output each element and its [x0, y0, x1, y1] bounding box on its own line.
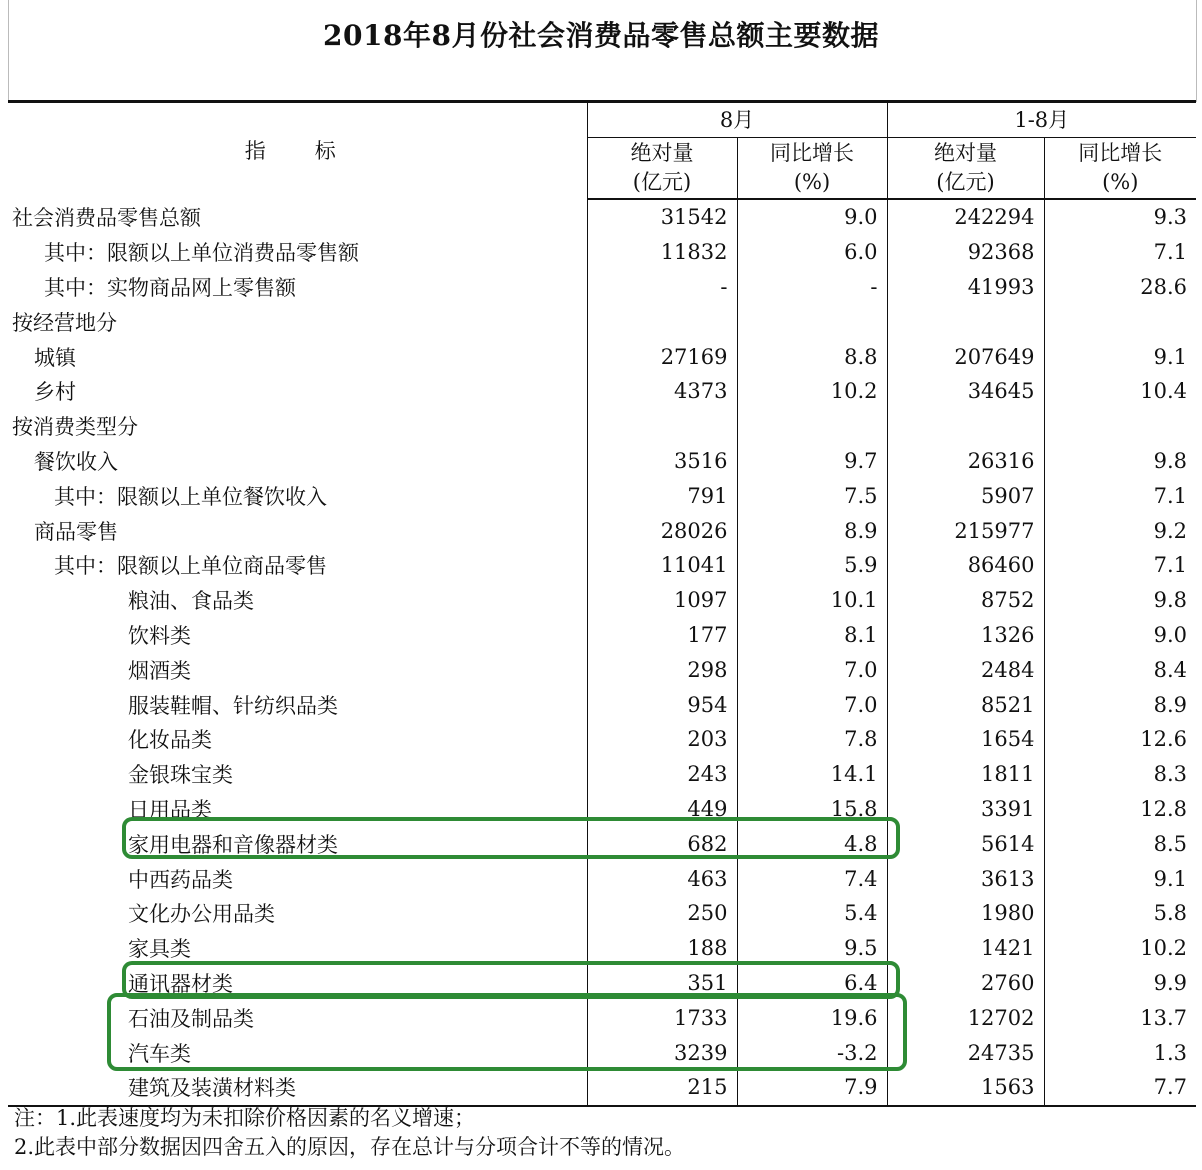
table-row: [8, 478, 1196, 513]
ytd-absolute-value: 1811: [887, 757, 1044, 792]
ytd-yoy-growth: 9.2: [1044, 513, 1196, 548]
ytd-yoy-growth: 8.9: [1044, 687, 1196, 722]
header-metric-label: 指 标: [244, 138, 350, 163]
row-label: 按消费类型分: [12, 415, 138, 440]
table-row: [8, 1070, 1196, 1106]
table-row: [8, 722, 1196, 757]
aug-yoy-growth: 14.1: [737, 757, 887, 792]
ytd-absolute-value: 26316: [887, 444, 1044, 479]
ytd-yoy-growth: 10.2: [1044, 931, 1196, 966]
table-row: [8, 652, 1196, 687]
aug-yoy-growth: 8.9: [737, 513, 887, 548]
row-label: 石油及制品类: [128, 1006, 254, 1031]
aug-absolute-value: 954: [587, 687, 737, 722]
ytd-absolute-value: 92368: [887, 235, 1044, 270]
aug-absolute-value: 31542: [587, 199, 737, 235]
header-aug-yoy: [737, 138, 887, 200]
table-row: [8, 687, 1196, 722]
header-abs-label: 绝对量: [630, 141, 694, 165]
aug-absolute-value: 4373: [587, 374, 737, 409]
row-label: 家具类: [128, 937, 191, 962]
aug-absolute-value: 463: [587, 861, 737, 896]
ytd-absolute-value: 2760: [887, 966, 1044, 1001]
aug-absolute-value: 682: [587, 826, 737, 861]
aug-absolute-value: 3239: [587, 1035, 737, 1070]
aug-yoy-growth: 4.8: [737, 826, 887, 861]
header-yoy-unit: (%): [793, 170, 831, 194]
row-label: 饮料类: [128, 623, 191, 648]
row-label: 中西药品类: [128, 867, 233, 892]
ytd-yoy-growth: 9.3: [1044, 199, 1196, 235]
aug-absolute-value: 298: [587, 652, 737, 687]
row-label: 家用电器和音像器材类: [128, 832, 338, 857]
aug-absolute-value: 27169: [587, 339, 737, 374]
row-label: 社会消费品零售总额: [12, 205, 201, 230]
ytd-absolute-value: 1326: [887, 618, 1044, 653]
aug-absolute-value: 3516: [587, 444, 737, 479]
table-row: [8, 548, 1196, 583]
aug-yoy-growth: 7.0: [737, 652, 887, 687]
ytd-absolute-value: 2484: [887, 652, 1044, 687]
header-aug-abs: [587, 138, 737, 200]
ytd-yoy-growth: 7.1: [1044, 235, 1196, 270]
aug-absolute-value: 11041: [587, 548, 737, 583]
row-label: 通讯器材类: [128, 971, 233, 996]
row-label: 粮油、食品类: [128, 589, 254, 614]
ytd-absolute-value: 41993: [887, 270, 1044, 305]
header-group-ytd: 1-8月: [887, 102, 1196, 138]
ytd-absolute-value: 8521: [887, 687, 1044, 722]
aug-absolute-value: 449: [587, 792, 737, 827]
ytd-absolute-value: 8752: [887, 583, 1044, 618]
ytd-yoy-growth: 9.8: [1044, 583, 1196, 618]
ytd-absolute-value: [887, 304, 1044, 339]
highlight-box-appliances: [122, 817, 900, 859]
aug-yoy-growth: 7.8: [737, 722, 887, 757]
aug-yoy-growth: 8.1: [737, 618, 887, 653]
table-row: [8, 757, 1196, 792]
footnote-2: 2.此表中部分数据因四舍五入的原因，存在总计与分项合计不等的情况。: [14, 1135, 686, 1159]
row-label: 按经营地分: [12, 310, 117, 335]
ytd-absolute-value: 86460: [887, 548, 1044, 583]
ytd-yoy-growth: 7.7: [1044, 1070, 1196, 1106]
aug-absolute-value: 1097: [587, 583, 737, 618]
aug-absolute-value: 243: [587, 757, 737, 792]
highlight-box-petroleum-auto: [107, 993, 907, 1071]
ytd-absolute-value: 215977: [887, 513, 1044, 548]
ytd-yoy-growth: 8.5: [1044, 826, 1196, 861]
row-label: 商品零售: [34, 519, 118, 544]
aug-yoy-growth: 10.1: [737, 583, 887, 618]
aug-yoy-growth: 5.9: [737, 548, 887, 583]
header-yoy-label: 同比增长: [770, 141, 854, 165]
retail-sales-table: [8, 100, 1196, 1107]
aug-yoy-growth: 8.8: [737, 339, 887, 374]
aug-yoy-growth: 7.5: [737, 478, 887, 513]
aug-absolute-value: 188: [587, 931, 737, 966]
ytd-absolute-value: 1563: [887, 1070, 1044, 1106]
aug-yoy-growth: 9.7: [737, 444, 887, 479]
ytd-yoy-growth: 1.3: [1044, 1035, 1196, 1070]
header-abs-unit: (亿元): [632, 170, 692, 194]
aug-yoy-growth: [737, 304, 887, 339]
ytd-absolute-value: 5614: [887, 826, 1044, 861]
ytd-yoy-growth: [1044, 409, 1196, 444]
row-label: 其中：限额以上单位商品零售: [54, 554, 327, 579]
aug-absolute-value: 250: [587, 896, 737, 931]
table-row: [8, 270, 1196, 305]
aug-yoy-growth: -3.2: [737, 1035, 887, 1070]
ytd-yoy-growth: 5.8: [1044, 896, 1196, 931]
ytd-absolute-value: 3391: [887, 792, 1044, 827]
aug-absolute-value: [587, 304, 737, 339]
table-row: [8, 374, 1196, 409]
aug-absolute-value: 351: [587, 966, 737, 1001]
ytd-absolute-value: 5907: [887, 478, 1044, 513]
row-label: 金银珠宝类: [128, 763, 233, 788]
ytd-yoy-growth: 8.4: [1044, 652, 1196, 687]
table-row: [8, 583, 1196, 618]
ytd-absolute-value: 207649: [887, 339, 1044, 374]
row-label: 其中：限额以上单位消费品零售额: [44, 241, 359, 266]
row-label: 乡村: [34, 380, 76, 405]
page-title: 2018年8月份社会消费品零售总额主要数据: [323, 19, 879, 52]
ytd-absolute-value: 242294: [887, 199, 1044, 235]
row-label: 餐饮收入: [34, 449, 118, 474]
data-table-container: [8, 100, 1196, 1107]
header-group-aug: 8月: [587, 102, 887, 138]
aug-yoy-growth: 6.0: [737, 235, 887, 270]
ytd-yoy-growth: 9.1: [1044, 861, 1196, 896]
header-yoy-label: 同比增长: [1078, 141, 1163, 165]
table-row: [8, 409, 1196, 444]
aug-yoy-growth: 9.0: [737, 199, 887, 235]
frame-left-border: [8, 0, 9, 102]
ytd-yoy-growth: 13.7: [1044, 1000, 1196, 1035]
ytd-yoy-growth: 7.1: [1044, 478, 1196, 513]
ytd-yoy-growth: 7.1: [1044, 548, 1196, 583]
aug-absolute-value: 215: [587, 1070, 737, 1106]
aug-yoy-growth: -: [737, 270, 887, 305]
table-row: [8, 513, 1196, 548]
ytd-yoy-growth: 9.9: [1044, 966, 1196, 1001]
aug-yoy-growth: 7.0: [737, 687, 887, 722]
aug-yoy-growth: 5.4: [737, 896, 887, 931]
aug-absolute-value: -: [587, 270, 737, 305]
row-label: 化妆品类: [128, 728, 212, 753]
table-header: [8, 102, 1196, 200]
aug-yoy-growth: 19.6: [737, 1000, 887, 1035]
aug-yoy-growth: 7.4: [737, 861, 887, 896]
header-yoy-unit: (%): [1102, 170, 1139, 194]
table-row: [8, 444, 1196, 479]
table-row: [8, 235, 1196, 270]
ytd-absolute-value: 24735: [887, 1035, 1044, 1070]
aug-yoy-growth: 7.9: [737, 1070, 887, 1106]
frame-right-border: [1196, 0, 1197, 102]
header-ytd-abs: [887, 138, 1044, 200]
header-abs-unit: (亿元): [936, 170, 995, 194]
ytd-absolute-value: 12702: [887, 1000, 1044, 1035]
aug-absolute-value: 11832: [587, 235, 737, 270]
ytd-absolute-value: 1654: [887, 722, 1044, 757]
aug-absolute-value: [587, 409, 737, 444]
ytd-yoy-growth: [1044, 304, 1196, 339]
row-label: 其中：限额以上单位餐饮收入: [54, 484, 327, 509]
ytd-yoy-growth: 10.4: [1044, 374, 1196, 409]
table-row: [8, 304, 1196, 339]
aug-yoy-growth: 10.2: [737, 374, 887, 409]
row-label: 建筑及装潢材料类: [8, 1070, 587, 1106]
row-label: 服装鞋帽、针纺织品类: [128, 693, 338, 718]
ytd-absolute-value: 1421: [887, 931, 1044, 966]
table-row: [8, 199, 1196, 235]
table-row: [8, 618, 1196, 653]
ytd-absolute-value: 34645: [887, 374, 1044, 409]
header-ytd-yoy: [1044, 138, 1196, 200]
row-label: 日用品类: [128, 797, 212, 822]
row-label: 文化办公用品类: [128, 902, 275, 927]
footnote-1: 注：1.此表速度均为未扣除价格因素的名义增速；: [14, 1106, 476, 1130]
aug-yoy-growth: [737, 409, 887, 444]
ytd-yoy-growth: 9.8: [1044, 444, 1196, 479]
row-label: 城镇: [34, 345, 76, 370]
footnotes: [14, 1104, 685, 1162]
row-label: 汽车类: [128, 1041, 191, 1066]
table-row: [8, 896, 1196, 931]
row-label: 其中：实物商品网上零售额: [44, 275, 296, 300]
header-abs-label: 绝对量: [934, 141, 997, 165]
aug-absolute-value: 177: [587, 618, 737, 653]
table-row: [8, 861, 1196, 896]
ytd-yoy-growth: 28.6: [1044, 270, 1196, 305]
ytd-yoy-growth: 12.8: [1044, 792, 1196, 827]
ytd-yoy-growth: 9.1: [1044, 339, 1196, 374]
aug-absolute-value: 203: [587, 722, 737, 757]
table-row: [8, 339, 1196, 374]
aug-yoy-growth: 15.8: [737, 792, 887, 827]
aug-absolute-value: 1733: [587, 1000, 737, 1035]
ytd-absolute-value: 3613: [887, 861, 1044, 896]
aug-absolute-value: 28026: [587, 513, 737, 548]
ytd-yoy-growth: 9.0: [1044, 618, 1196, 653]
aug-yoy-growth: 6.4: [737, 966, 887, 1001]
ytd-absolute-value: 1980: [887, 896, 1044, 931]
ytd-yoy-growth: 12.6: [1044, 722, 1196, 757]
ytd-yoy-growth: 8.3: [1044, 757, 1196, 792]
header-metric: [8, 102, 587, 200]
ytd-absolute-value: [887, 409, 1044, 444]
aug-absolute-value: 791: [587, 478, 737, 513]
row-label: 烟酒类: [128, 658, 191, 683]
aug-yoy-growth: 9.5: [737, 931, 887, 966]
